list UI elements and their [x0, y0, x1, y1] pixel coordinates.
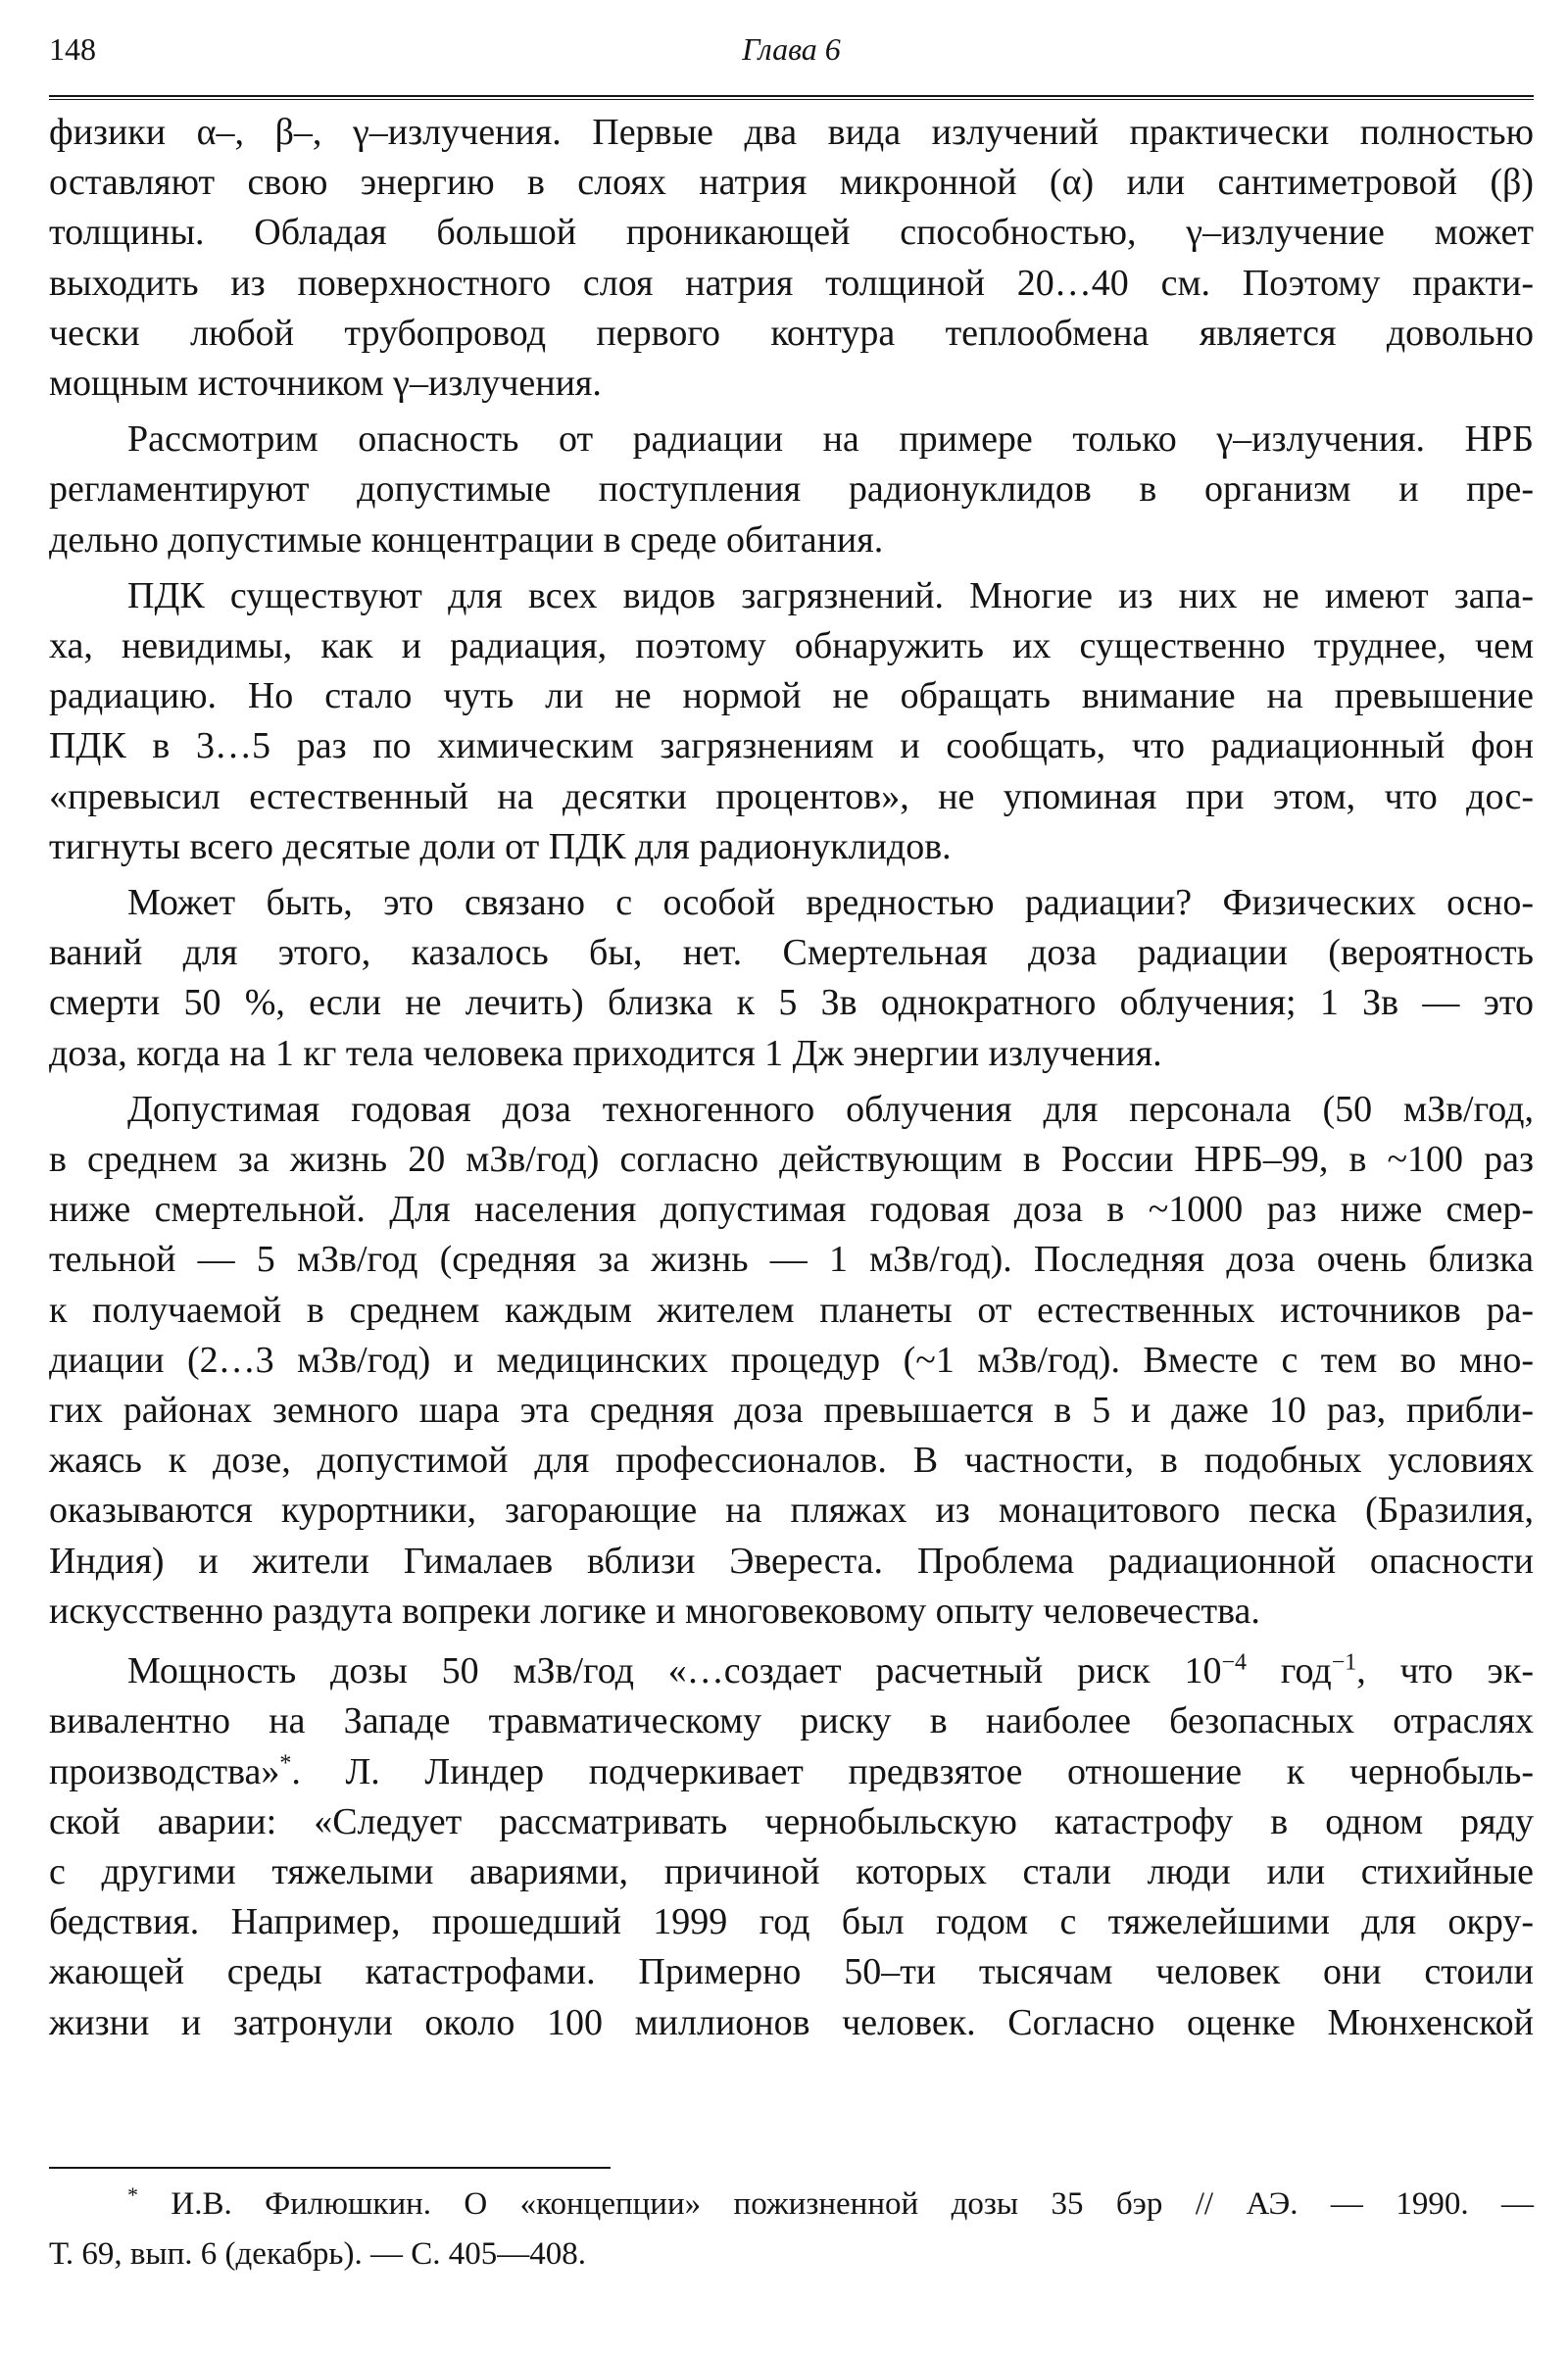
exponent: −4 — [1221, 1649, 1247, 1676]
footnote-reference[interactable]: * — [279, 1749, 292, 1776]
footnote-line — [49, 2180, 1534, 2230]
text-line: «превысил естественный на десятки процентов», не упоминая при этом, что дос- — [49, 775, 1534, 817]
risk-text-e: . Л. Линдер подчеркивает предвзятое отношение к чернобыль- — [291, 1750, 1534, 1792]
text-line: чески любой трубопровод первого контура теплообмена является довольно — [49, 312, 1534, 354]
text-line: жающей среды катастрофами. Примерно 50–ти тысячам человек они стоили — [49, 1951, 1534, 1993]
text-line: оставляют свою энергию в слоях натрия микронной (α) или сантиметровой (β) — [49, 162, 1534, 204]
text-line: ха, невидимы, как и радиация, поэтому обнаружить их существенно труднее, чем — [49, 625, 1534, 667]
text-line: ваний для этого, казалось бы, нет. Смертельная доза радиации (вероятность — [49, 932, 1534, 974]
text-line: жаясь к дозе, допустимой для профессионалов. В частности, в подобных условиях — [49, 1440, 1534, 1482]
text-line: вивалентно на Западе травматическому риску в наиболее безопасных отраслях — [49, 1700, 1534, 1742]
text-line: тельной — 5 мЗв/год (средняя за жизнь — 1 мЗв/год). Последняя доза очень близка — [49, 1239, 1534, 1281]
text-line: дельно допустимые концентрации в среде обитания. — [49, 518, 884, 561]
paragraph-4 — [49, 878, 1534, 1079]
text-line: к получаемой в среднем каждым жителем планеты от естественных источников ра- — [49, 1289, 1534, 1331]
text-line: Рассмотрим опасность от радиации на примере только γ–излучения. НРБ — [127, 418, 1534, 461]
paragraph-2 — [49, 415, 1534, 565]
text-line: радиацию. Но стало чуть ли не нормой не обращать внимание на превышение — [49, 675, 1534, 717]
page-number: 148 — [49, 31, 96, 67]
text-line: бедствия. Например, прошедший 1999 год был годом с тяжелейшими для окру- — [49, 1901, 1534, 1943]
text-line — [49, 1747, 1534, 1797]
text-line: искусственно раздута вопреки логике и многовековому опыту человечества. — [49, 1590, 1260, 1632]
footnote-text: И.В. Филюшкин. О «концепции» пожизненной дозы 35 бэр // АЭ. — 1990. — — [138, 2186, 1534, 2222]
text-line: Может быть, это связано с особой вредностью радиации? Физических осно- — [127, 882, 1534, 924]
footnote-rule — [49, 2167, 611, 2169]
paragraph-3 — [49, 571, 1534, 872]
risk-text-d: производства» — [49, 1750, 280, 1792]
text-line: оказываются курортники, загорающие на пляжах из монацитового песка (Бразилия, — [49, 1490, 1534, 1532]
paragraph-6 — [49, 1646, 1534, 2048]
text-line: регламентируют допустимые поступления радионуклидов в организм и пре- — [49, 468, 1534, 511]
book-page — [49, 0, 1534, 2353]
footnote — [49, 2180, 1534, 2279]
risk-text-b: год — [1247, 1650, 1332, 1692]
text-line: ПДК в 3…5 раз по химическим загрязнениям и сообщать, что радиационный фон — [49, 725, 1534, 767]
text-line: выходить из поверхностного слоя натрия толщиной 20…40 см. Поэтому практи- — [49, 262, 1534, 304]
text-line: гих районах земного шара эта средняя доза превышается в 5 и даже 10 раз, прибли- — [49, 1390, 1534, 1432]
text-line — [49, 1646, 1534, 1696]
text-line: в среднем за жизнь 20 мЗв/год) согласно действующим в России НРБ–99, в ~100 раз — [49, 1139, 1534, 1181]
paragraph-5 — [49, 1085, 1534, 1637]
text-line: тигнуты всего десятые доли от ПДК для радионуклидов. — [49, 825, 952, 867]
risk-text-c: , что эк- — [1356, 1650, 1534, 1692]
text-line: физики α–, β–, γ–излучения. Первые два вида излучений практически полностью — [49, 112, 1534, 153]
header-rule — [49, 95, 1534, 100]
risk-text-a: Мощность дозы 50 мЗв/год «…создает расчетный риск 10 — [127, 1650, 1222, 1692]
text-line: мощным источником γ–излучения. — [49, 363, 602, 405]
text-line: Допустимая годовая доза техногенного облучения для персонала (50 мЗв/год, — [127, 1088, 1534, 1130]
footnote-line: Т. 69, вып. 6 (декабрь). — С. 405—408. — [49, 2236, 586, 2272]
text-line: доза, когда на 1 кг тела человека приходится 1 Дж энергии излучения. — [49, 1032, 1162, 1074]
text-line: ниже смертельной. Для населения допустимая годовая доза в ~1000 раз ниже смер- — [49, 1189, 1534, 1231]
running-title: Глава 6 — [742, 31, 841, 67]
text-line: жизни и затронули около 100 миллионов человек. Согласно оценке Мюнхенской — [49, 2001, 1534, 2043]
footnote-mark: * — [127, 2182, 138, 2207]
text-line: с другими тяжелыми авариями, причиной которых стали люди или стихийные — [49, 1850, 1534, 1892]
body-text — [49, 108, 1534, 2054]
exponent: −1 — [1331, 1649, 1357, 1676]
text-line: Индия) и жители Гималаев вблизи Эвереста. Проблема радиационной опасности — [49, 1540, 1534, 1582]
text-line: толщины. Обладая большой проникающей способностью, γ–излучение может — [49, 212, 1534, 254]
text-line: ПДК существуют для всех видов загрязнений. Многие из них не имеют запа- — [127, 574, 1534, 616]
text-line: смерти 50 %, если не лечить) близка к 5 Зв однократного облучения; 1 Зв — это — [49, 982, 1534, 1024]
paragraph-1 — [49, 108, 1534, 409]
page-header — [49, 25, 1534, 74]
text-line: ской аварии: «Следует рассматривать чернобыльскую катастрофу в одном ряду — [49, 1800, 1534, 1842]
text-line: диации (2…3 мЗв/год) и медицинских процедур (~1 мЗв/год). Вместе с тем во мно- — [49, 1339, 1534, 1381]
